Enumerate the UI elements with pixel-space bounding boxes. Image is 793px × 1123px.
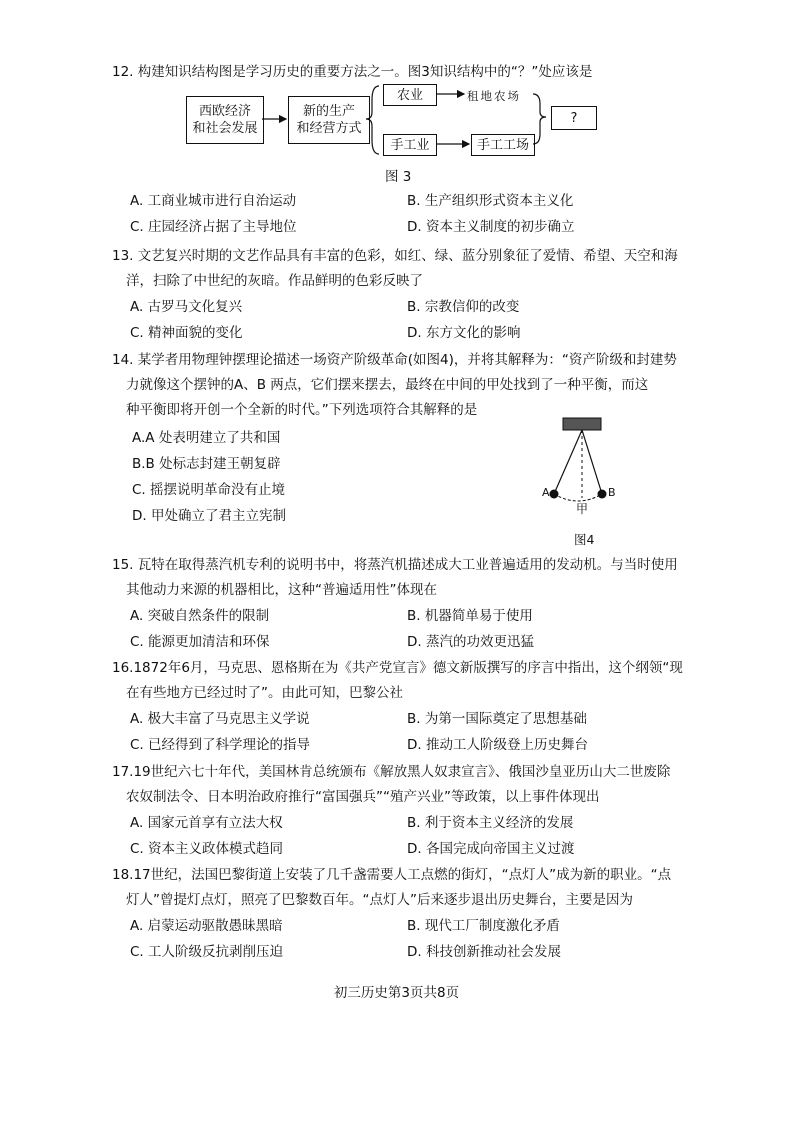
q17-option-a[interactable]: A. 国家元首享有立法大权 — [130, 815, 283, 831]
q12-option-a[interactable]: A. 工商业城市进行自治运动 — [130, 193, 297, 209]
q16-option-c[interactable]: C. 已经得到了科学理论的指导 — [130, 737, 311, 753]
question-18-stem-line-2: 灯人”曾提灯点灯，照亮了巴黎数百年。“点灯人”后来逐步退出历史舞台，主要是因为 — [126, 892, 633, 908]
q12-option-b[interactable]: B. 生产组织形式资本主义化 — [407, 193, 574, 209]
diagram-handicraft-box: 手工业 — [383, 134, 437, 156]
question-15-stem-line-1: 15. 瓦特在取得蒸汽机专利的说明书中，将蒸汽机描述成大工业普遍适用的发动机。与当时使用 — [112, 557, 678, 573]
pendulum-label-jia: 甲 — [576, 502, 589, 516]
q15-option-d[interactable]: D. 蒸汽的功效更迅猛 — [407, 634, 534, 650]
diagram-workshop-box: 手工工场 — [471, 134, 535, 156]
q14-option-d[interactable]: D. 甲处确立了君主立宪制 — [132, 508, 286, 524]
question-17 — [112, 760, 670, 862]
diagram-mid-box: 新的生产 和经营方式 — [288, 96, 370, 144]
q12-option-c[interactable]: C. 庄园经济占据了主导地位 — [130, 219, 297, 235]
q14-option-c[interactable]: C. 摇摆说明革命没有止境 — [132, 482, 286, 498]
question-14-stem-line-3: 种平衡即将开创一个全新的时代。”下列选项符合其解释的是 — [126, 402, 478, 418]
q13-option-d[interactable]: D. 东方文化的影响 — [407, 325, 521, 341]
q14-option-b[interactable]: B.B 处标志封建王朝复辟 — [132, 456, 281, 472]
q12-option-d[interactable]: D. 资本主义制度的初步确立 — [407, 219, 575, 235]
q15-option-c[interactable]: C. 能源更加清洁和环保 — [130, 634, 270, 650]
question-16-stem-line-1: 16.1872年6月，马克思、恩格斯在为《共产党宣言》德文新版撰写的序言中指出，这个纲领“现 — [112, 660, 683, 676]
question-17-stem-line-1: 17.19世纪六七十年代，美国林肯总统颁布《解放黑人奴隶宣言》、俄国沙皇亚历山大二世废除 — [112, 764, 671, 780]
q18-option-c[interactable]: C. 工人阶级反抗剥削压迫 — [130, 944, 284, 960]
q13-option-b[interactable]: B. 宗教信仰的改变 — [407, 299, 520, 315]
pendulum-label-a: A — [542, 486, 550, 499]
q14-option-a[interactable]: A.A 处表明建立了共和国 — [132, 430, 281, 446]
q13-option-c[interactable]: C. 精神面貌的变化 — [130, 325, 243, 341]
pendulum-label-b: B — [608, 486, 616, 499]
question-17-stem-line-2: 农奴制法令、日本明治政府推行“富国强兵”“殖产兴业”等政策，以上事件体现出 — [126, 789, 600, 805]
question-15-stem-line-2: 其他动力来源的机器相比，这种“普遍适用性”体现在 — [126, 582, 437, 598]
question-18 — [112, 863, 671, 965]
q15-option-b[interactable]: B. 机器简单易于使用 — [407, 608, 533, 624]
question-14-stem-line-2: 力就像这个摆钟的A、B 两点，它们摆来摆去，最终在中间的甲处找到了一种平衡，而这 — [126, 377, 649, 393]
q17-option-d[interactable]: D. 各国完成向帝国主义过渡 — [407, 841, 575, 857]
q16-option-a[interactable]: A. 极大丰富了马克思主义学说 — [130, 711, 310, 727]
question-13-stem-line-2: 洋，扫除了中世纪的灰暗。作品鲜明的色彩反映了 — [126, 273, 423, 289]
question-16-stem-line-2: 在有些地方已经过时了”。由此可知，巴黎公社 — [126, 685, 403, 701]
question-13 — [112, 244, 678, 346]
question-16 — [112, 656, 683, 758]
question-18-stem-line-1: 18.17世纪，法国巴黎街道上安装了几千盏需要人工点燃的街灯，“点灯人”成为新的职业。“点 — [112, 867, 672, 883]
pendulum-figure — [538, 416, 628, 551]
question-14-stem-line-1: 14. 某学者用物理钟摆理论描述一场资产阶级革命(如图4)，并将其解释为：“资产阶级和封建势 — [112, 352, 677, 368]
page-footer: 初三历史第3页共8页 — [333, 985, 460, 1001]
figure-4-caption: 图4 — [574, 532, 595, 547]
q18-option-a[interactable]: A. 启蒙运动驱散愚昧黑暗 — [130, 918, 283, 934]
q18-option-b[interactable]: B. 现代工厂制度激化矛盾 — [407, 918, 560, 934]
diagram-question-box: ? — [551, 106, 597, 130]
q15-option-a[interactable]: A. 突破自然条件的限制 — [130, 608, 270, 624]
q13-option-a[interactable]: A. 古罗马文化复兴 — [130, 299, 243, 315]
q17-option-c[interactable]: C. 资本主义政体模式趋同 — [130, 841, 284, 857]
q16-option-d[interactable]: D. 推动工人阶级登上历史舞台 — [407, 737, 588, 753]
question-15 — [112, 553, 678, 655]
question-12-stem: 12. 构建知识结构图是学习历史的重要方法之一。图3知识结构中的“？”处应该是 — [112, 64, 593, 80]
q17-option-b[interactable]: B. 利于资本主义经济的发展 — [407, 815, 574, 831]
structure-diagram — [0, 0, 793, 185]
diagram-connectors — [0, 0, 793, 170]
diagram-leased-farm-label: 租地农场 — [467, 89, 521, 103]
figure-3-caption: 图 3 — [385, 169, 412, 185]
diagram-agriculture-box: 农业 — [383, 84, 437, 106]
diagram-root-box: 西欧经济 和社会发展 — [186, 96, 264, 144]
q18-option-d[interactable]: D. 科技创新推动社会发展 — [407, 944, 561, 960]
question-13-stem-line-1: 13. 文艺复兴时期的文艺作品具有丰富的色彩，如红、绿、蓝分别象征了爱情、希望、天空和海 — [112, 248, 678, 264]
q16-option-b[interactable]: B. 为第一国际奠定了思想基础 — [407, 711, 587, 727]
